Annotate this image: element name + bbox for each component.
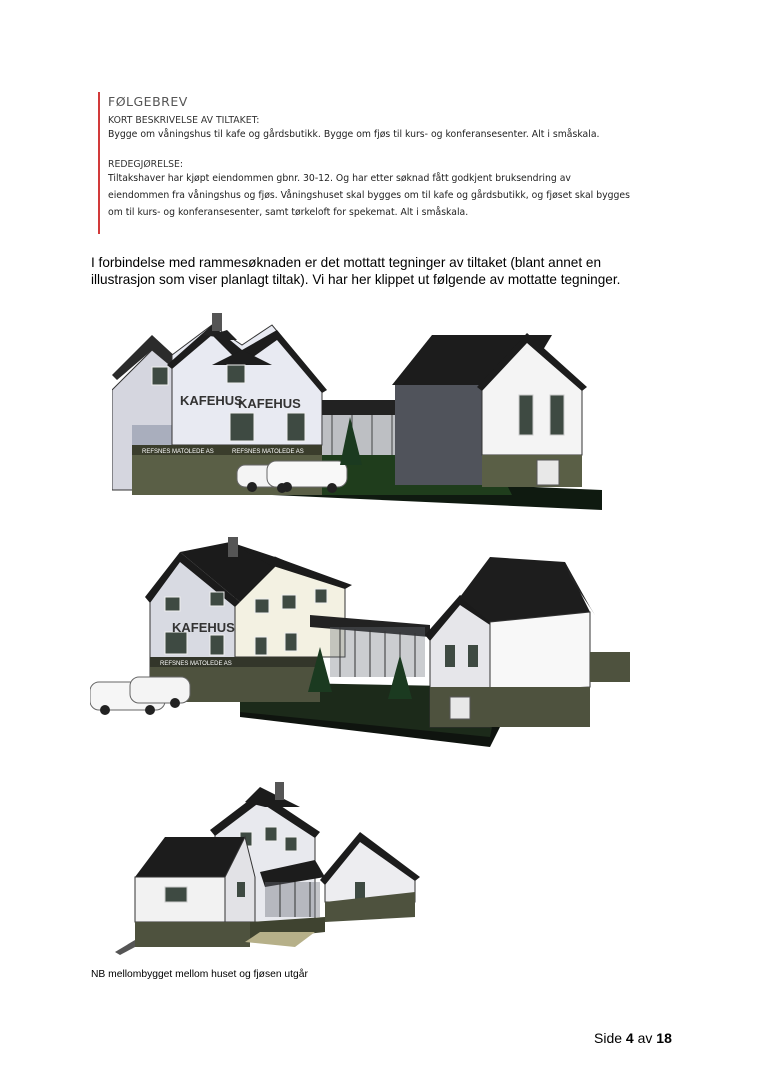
- sign-kafehus-1: KAFEHUS: [180, 393, 243, 408]
- company-sign-1: REFSNES MATOLEDE AS: [142, 449, 214, 455]
- intro-paragraph: [91, 254, 711, 288]
- account-text-line-2: eiendommen fra våningshus og fjøs. Våningshuset skal bygges om til kafe og gårdsbutikk, og fjøset skal bygges: [108, 190, 630, 201]
- intro-line-2: illustrasjon som viser planlagt tiltak). Vi har her klippet ut følgende av mottatte tegninger.: [91, 272, 621, 287]
- illustration-perspective-view: [90, 537, 630, 755]
- illustration-rear-view: [115, 782, 425, 957]
- footnote: NB mellombygget mellom huset og fjøsen utgår: [91, 969, 308, 980]
- page-number: [594, 1030, 672, 1046]
- company-sign-3: REFSNES MATOLEDE AS: [160, 661, 232, 667]
- page-separator: av: [637, 1030, 653, 1046]
- illustration-front-view: [112, 305, 607, 517]
- description-text: Bygge om våningshus til kafe og gårdsbutikk. Bygge om fjøs til kurs- og konferansesenter. Alt i småskala.: [108, 129, 600, 140]
- company-sign-2: REFSNES MATOLEDE AS: [232, 449, 304, 455]
- excerpt-heading: FØLGEBREV: [108, 94, 188, 109]
- account-text-line-1: Tiltakshaver har kjøpt eiendommen gbnr. 30-12. Og har etter søknad fått godkjent bruksendring av: [108, 173, 571, 184]
- intro-line-1: I forbindelse med rammesøknaden er det mottatt tegninger av tiltaket (blant annet en: [91, 255, 602, 270]
- page-prefix: Side: [594, 1030, 623, 1046]
- account-text-line-3: om til kurs- og konferansesenter, samt tørkeloft for spekemat. Alt i småskala.: [108, 207, 469, 218]
- page-total: 18: [656, 1030, 672, 1046]
- sign-kafehus-2: KAFEHUS: [238, 396, 301, 411]
- section-title-account: REDEGJØRELSE:: [108, 159, 184, 170]
- section-title-description: KORT BESKRIVELSE AV TILTAKET:: [108, 115, 260, 126]
- cover-letter-excerpt: [98, 92, 690, 234]
- parked-cars-2: [90, 677, 190, 715]
- page-current: 4: [625, 1030, 634, 1046]
- sign-kafehus-3: KAFEHUS: [172, 620, 235, 635]
